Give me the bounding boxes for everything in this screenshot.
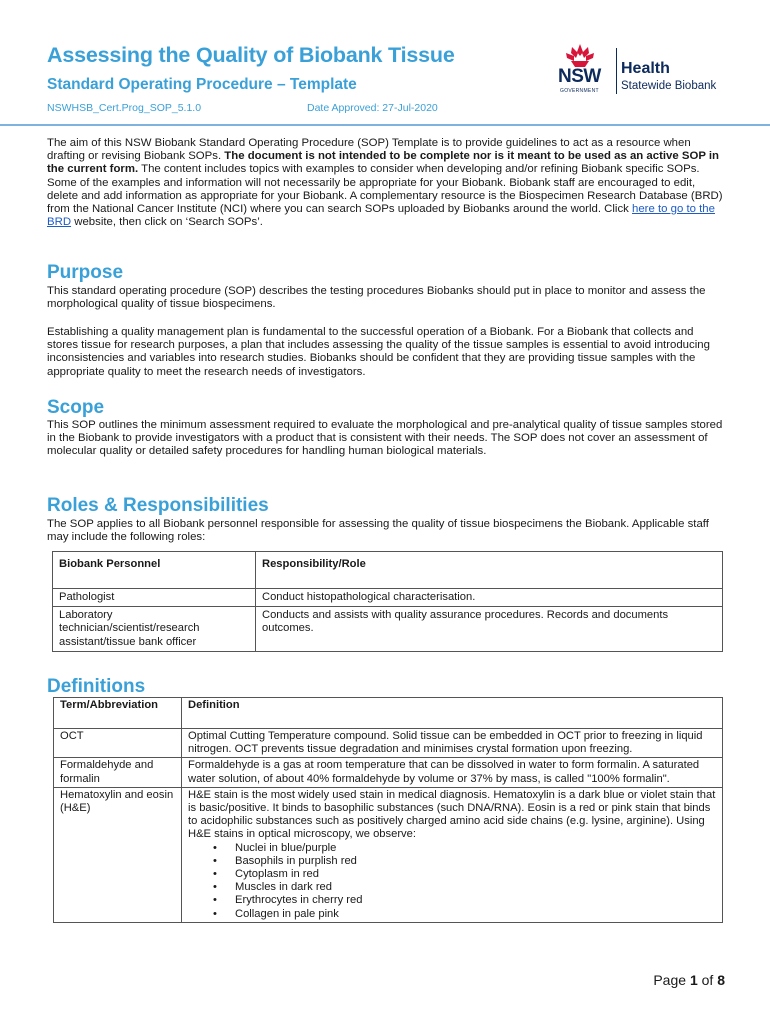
header-divider — [0, 124, 770, 126]
intro-text-3: website, then click on ‘Search SOPs’. — [74, 216, 263, 229]
table-header-row — [54, 698, 723, 729]
brd-link[interactable]: here to go to the BRD — [47, 203, 715, 229]
list-item: • Erythrocytes in cherry red — [188, 894, 716, 907]
table-cell: Optimal Cutting Temperature compound. Solid tissue can be embedded in OCT prior to freezing in liquid nitrogen. OCT prevents tissue degradation and minimises crystal formation upon freezing. — [182, 729, 723, 758]
table-row — [54, 758, 723, 787]
list-item: • Basophils in purplish red — [188, 855, 716, 868]
list-item: • Cytoplasm in red — [188, 868, 716, 881]
table-row — [54, 729, 723, 758]
roles-col-responsibility: Responsibility/Role — [256, 552, 723, 589]
logo-divider — [616, 48, 617, 94]
roles-heading: Roles & Responsibilities — [47, 495, 269, 516]
nsw-health-logo — [558, 42, 748, 102]
scope-paragraph: This SOP outlines the minimum assessment required to evaluate the morphological and pre-analytical quality of tissue samples stored in the Biobank to provide investigators with a product that is consistent with their needs. The SOP does not cover an assessment of molecular quality or detailed safety procedures for handling human biological materials. — [47, 419, 723, 458]
he-stain-list — [188, 842, 716, 921]
table-cell: Conduct histopathological characterisation. — [256, 589, 723, 607]
date-approved: Date Approved: 27-Jul-2020 — [307, 102, 438, 114]
logo-health-text: Health — [621, 60, 670, 77]
table-cell: Laboratory technician/scientist/research assistant/tissue bank officer — [53, 607, 256, 652]
table-row — [53, 589, 723, 607]
intro-bold-text: The document is not intended to be complete nor is it meant to be used as an active SOP in the current form. — [47, 150, 720, 176]
definitions-col-term: Term/Abbreviation — [54, 698, 182, 729]
logo-statewide-biobank-text: Statewide Biobank — [621, 80, 717, 92]
roles-paragraph: The SOP applies to all Biobank personnel responsible for assessing the quality of tissue biospecimens the Biobank. Applicable staff may include the following roles: — [47, 518, 709, 544]
definitions-col-definition: Definition — [182, 698, 723, 729]
table-cell: Formaldehyde and formalin — [54, 758, 182, 787]
table-cell: Pathologist — [53, 589, 256, 607]
intro-text-1: The aim of this NSW Biobank Standard Operating Procedure (SOP) Template is to provide guidelines to act as a resource when drafting or revising Biobank SOPs. — [47, 137, 691, 163]
he-definition-text: H&E stain is the most widely used stain in medical diagnosis. Hematoxylin is a dark blue or violet stain that is basic/positive. It binds to basophilic substances (such DNA/RNA). Eosin is a red or pink stain that binds to acidophilic substances such as positively charged amino acid side chains (e.g. lysine, arginine). Using H&E stains in optical microscopy, we observe: — [188, 788, 716, 841]
roles-col-personnel: Biobank Personnel — [53, 552, 256, 589]
document-title: Assessing the Quality of Biobank Tissue — [47, 43, 455, 67]
intro-paragraph — [47, 137, 727, 229]
purpose-heading: Purpose — [47, 262, 124, 283]
table-cell: OCT — [54, 729, 182, 758]
purpose-paragraph-1: This standard operating procedure (SOP) describes the testing procedures Biobanks should put in place to monitor and assess the morphological quality of tissue biospecimens. — [47, 285, 706, 311]
scope-heading: Scope — [47, 397, 105, 418]
definitions-heading: Definitions — [47, 676, 146, 697]
page-of: of — [701, 972, 714, 988]
table-cell: Hematoxylin and eosin (H&E) — [54, 787, 182, 922]
purpose-paragraph-2: Establishing a quality management plan is fundamental to the successful operation of a Biobank. For a Biobank that collects and stores tissue for research purposes, a plan that includes assessing the quality of the tissue samples is essential to avoid introducing inconsistencies and variables into research studies. Biobanks should be confident that they are providing tissue samples with the appropriate quality to meet the research needs of investigators. — [47, 326, 710, 378]
document-id: NSWHSB_Cert.Prog_SOP_5.1.0 — [47, 102, 202, 114]
table-cell: Formaldehyde is a gas at room temperature that can be dissolved in water to form formalin. A saturated water solution, of about 40% formaldehyde by volume or 37% by mass, is called "100% formalin". — [182, 758, 723, 787]
page-label: Page — [653, 972, 687, 988]
definitions-table — [53, 697, 723, 923]
table-row — [54, 787, 723, 922]
current-page: 1 — [689, 972, 698, 988]
table-cell — [182, 787, 723, 922]
total-pages: 8 — [717, 972, 725, 988]
list-item: • Nuclei in blue/purple — [188, 842, 716, 855]
page-number — [653, 972, 725, 988]
intro-text-2: The content includes topics with examples to consider when developing and/or refining Biobank specific SOPs. Some of the examples and information will not necessarily be appropriate for your Biobank. Biobank staff are encouraged to edit, delete and add information as appropriate for your Biobank. A complementary resource is the Biospecimen Research Database (BRD) from the National Cancer Institute (NCI) where you can search SOPs uploaded by Biobanks around the world. Click — [47, 163, 723, 216]
roles-table — [52, 551, 723, 652]
list-item: • Collagen in pale pink — [188, 908, 716, 921]
logo-government-text: GOVERNMENT — [560, 88, 599, 94]
logo-nsw-text: NSW — [558, 66, 601, 87]
table-header-row — [53, 552, 723, 589]
list-item: • Muscles in dark red — [188, 881, 716, 894]
table-cell: Conducts and assists with quality assurance procedures. Records and documents outcomes. — [256, 607, 723, 652]
waratah-flower-icon — [562, 42, 598, 68]
document-subtitle: Standard Operating Procedure – Template — [47, 76, 357, 93]
table-row — [53, 607, 723, 652]
